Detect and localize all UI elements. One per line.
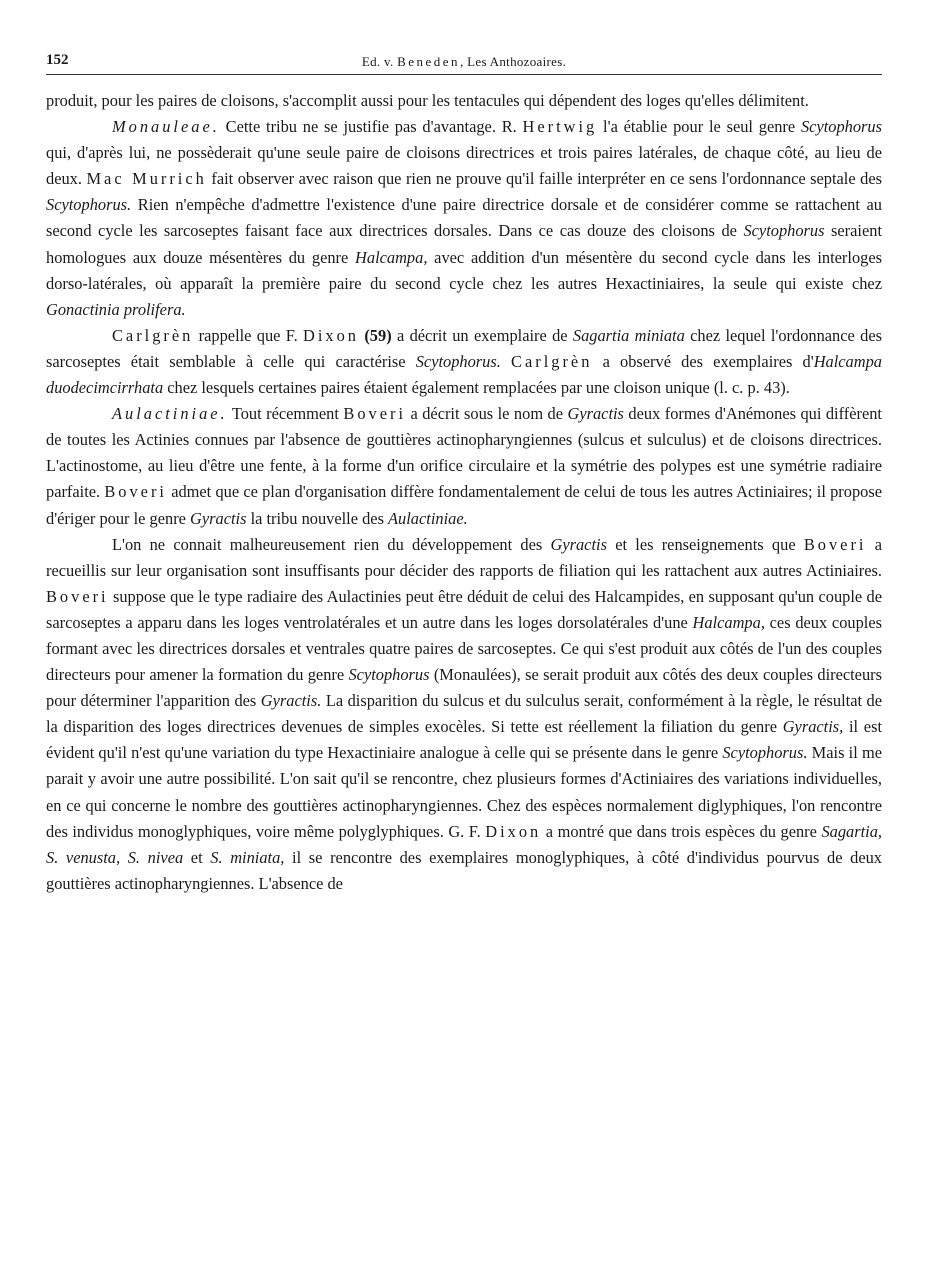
text-span: qui, d'après lui, ne possèderait qu'une seule paire de cloisons directrices et trois paires latérales, de chaque côté, au lieu de deux. bbox=[46, 143, 882, 189]
text-span: suppose que le type radiaire des Aulactinies peut être déduit de celui des Halcampides, en supposant qu'un couple de sarcoseptes a apparu dans les loges ventrolatérales et un autre dans les loges dorsolatérales d'une bbox=[46, 586, 882, 632]
author-name: Dixon bbox=[303, 325, 359, 345]
genus-name: Gyractis bbox=[190, 508, 247, 528]
tribe-name: Monauleae. bbox=[112, 117, 220, 137]
genus-name: Gyractis bbox=[550, 534, 607, 554]
genus-name: Gyractis, bbox=[782, 717, 844, 737]
species-name: S. miniata, bbox=[210, 847, 285, 867]
genus-name: Halcampa, bbox=[692, 612, 765, 632]
text-span: Cette tribu ne se justifie pas d'avantage. R. bbox=[219, 117, 523, 137]
reference-number: (59) bbox=[364, 325, 392, 345]
text-span: a observé des exemplaires d' bbox=[592, 351, 814, 371]
running-head bbox=[46, 54, 882, 70]
species-name: Sagartia miniata bbox=[572, 325, 685, 345]
paragraph-monauleae bbox=[46, 114, 882, 323]
genus-name: Halcampa, bbox=[355, 247, 428, 267]
author-name: Dixon bbox=[485, 821, 542, 841]
paragraph-1 bbox=[46, 88, 882, 114]
author-name: Hertwig bbox=[522, 117, 598, 137]
text-span: chez lequel l'ordonnance des sarcoseptes était semblable à celle qui caractérise bbox=[46, 325, 882, 371]
tribe-name: Aulactiniae. bbox=[112, 404, 228, 424]
genus-name: Scytophorus bbox=[800, 117, 883, 137]
running-head-title: , Les Anthozoaires. bbox=[460, 54, 567, 69]
text-span: Mais il me parait y avoir une autre possibilité. L'on sait qu'il se rencontre, chez plusieurs formes d'Actiniaires des variations individuelles, en ce qui concerne le nombre des gouttières actinopharyngiennes. Chez des espèces normalement diglyphiques, l'on rencontre des individus monoglyphiques, voire même polyglyphiques. G. F. bbox=[46, 743, 882, 841]
text-span: a recueillis sur leur organisation sont insuffisants pour décider des rapports de filiation qui les rattachent aux autres Actiniaires. bbox=[46, 534, 882, 580]
genus-name: Scytophorus. bbox=[415, 351, 501, 371]
text-span: avec addition d'un mésentère du second cycle dans les interloges dorso-latérales, où apparaît la première paire du second cycle chez les autres Hexactiniaires, la seule qui existe chez bbox=[46, 247, 882, 293]
paragraph-filiation bbox=[46, 532, 882, 897]
author-name: Boveri bbox=[343, 404, 407, 424]
text-span: a montré que dans trois espèces du genre bbox=[541, 821, 822, 841]
text-span: Rien n'empêche d'admettre l'existence d'une paire directrice dorsale et de considérer comme se rattachent au second cycle les sarcoseptes faisant face aux directrices dorsales. Dans ce cas douze des cloisons de bbox=[46, 195, 882, 241]
genus-name: Gyractis bbox=[567, 404, 624, 424]
author-name: Carlgrèn bbox=[112, 325, 194, 345]
author-name: Carlgrèn bbox=[511, 351, 593, 371]
text-span: produit, pour les paires de cloisons, s'accomplit aussi pour les tentacules qui dépendent des loges qu'elles délimitent. bbox=[46, 91, 809, 110]
running-head-author-name: Beneden bbox=[397, 54, 461, 69]
text-span: il se rencontre des exemplaires monoglyphiques, à côté d'individus pourvus de deux gouttières actinopharyngiennes. L'absence de bbox=[46, 847, 882, 893]
genus-name: Scytophorus. bbox=[46, 195, 132, 215]
species-list: Sagartia, S. venusta, S. nivea bbox=[46, 821, 882, 867]
text-span: rappelle que F. bbox=[193, 325, 304, 345]
page-number: 152 bbox=[46, 52, 69, 68]
text-span: la tribu nouvelle des bbox=[246, 508, 389, 528]
text-span: admet que ce plan d'organisation diffère fondamentalement de celui de tous les autres Actiniaires; il propose d'ériger pour le genre bbox=[46, 482, 882, 528]
text-span: l'a établie pour le seul genre bbox=[597, 117, 801, 137]
text-span: deux formes d'Anémones qui diffèrent de toutes les Actinies connues par l'absence de gouttières actinopharyngiennes (sulcus et sulculus) et de cloisons directrices. L'actinostome, au lieu d'être une fente, à la forme d'un orifice circulaire et la symétrie des polypes est une symétrie radiaire parfaite. bbox=[46, 404, 882, 502]
text-span: et bbox=[183, 847, 211, 867]
species-name: Gonactinia prolifera. bbox=[46, 299, 186, 319]
document-page bbox=[46, 52, 882, 897]
genus-name: Scytophorus. bbox=[722, 743, 808, 763]
text-span: il est évident qu'il n'est qu'une variation du type Hexactiniaire analogue à celle qui se présente dans le genre bbox=[46, 717, 883, 763]
text-span: La disparition du sulcus et du sulculus serait, conformément à la règle, le résultat de la disparition des loges directrices devenues de simples exocèles. Si tette est réellement la filiation du genre bbox=[46, 691, 883, 737]
paragraph-carlgren bbox=[46, 323, 882, 401]
page-header bbox=[46, 52, 882, 75]
tribe-name-italic: Aulactiniae. bbox=[388, 508, 468, 528]
genus-name: Gyractis. bbox=[260, 691, 322, 711]
paragraph-aulactiniae bbox=[46, 401, 882, 531]
text-span: chez lesquels certaines paires étaient également remplacées par une cloison unique (l. c. p. 43). bbox=[163, 378, 790, 398]
text-span: fait observer avec raison que rien ne prouve qu'il faille interpréter en ce sens l'ordonnance septale des bbox=[206, 169, 882, 189]
text-span: Tout récemment bbox=[227, 404, 344, 424]
text-span: seraient homologues aux douze mésentères du genre bbox=[46, 221, 882, 267]
text-span: et les renseignements que bbox=[606, 534, 804, 554]
author-name: Mac Murrich bbox=[86, 169, 207, 189]
text-span: L'on ne connait malheureusement rien du développement des bbox=[112, 534, 551, 554]
genus-name: Scytophorus bbox=[743, 221, 825, 241]
author-name: Boveri bbox=[46, 586, 109, 606]
body-text bbox=[46, 88, 882, 897]
running-head-author: Ed. v. bbox=[361, 54, 394, 69]
text-span bbox=[501, 352, 511, 371]
text-span: a décrit sous le nom de bbox=[406, 404, 568, 424]
genus-name: Scytophorus bbox=[348, 665, 430, 685]
text-span: ces deux couples formant avec les directrices dorsales et ventrales quatre paires de sarcoseptes. Ce qui s'est produit aux côtés de l'un des couples directeurs pour amener la formation du genre bbox=[46, 612, 882, 685]
author-name: Boveri bbox=[803, 534, 867, 554]
text-span: (Monaulées), se serait produit aux côtés des deux couples directeurs pour déterminer l'apparition des bbox=[46, 665, 882, 711]
species-name: Halcampa duodecimcirrhata bbox=[46, 351, 882, 398]
text-span: a décrit un exemplaire de bbox=[391, 325, 573, 345]
author-name: Boveri bbox=[104, 482, 167, 502]
